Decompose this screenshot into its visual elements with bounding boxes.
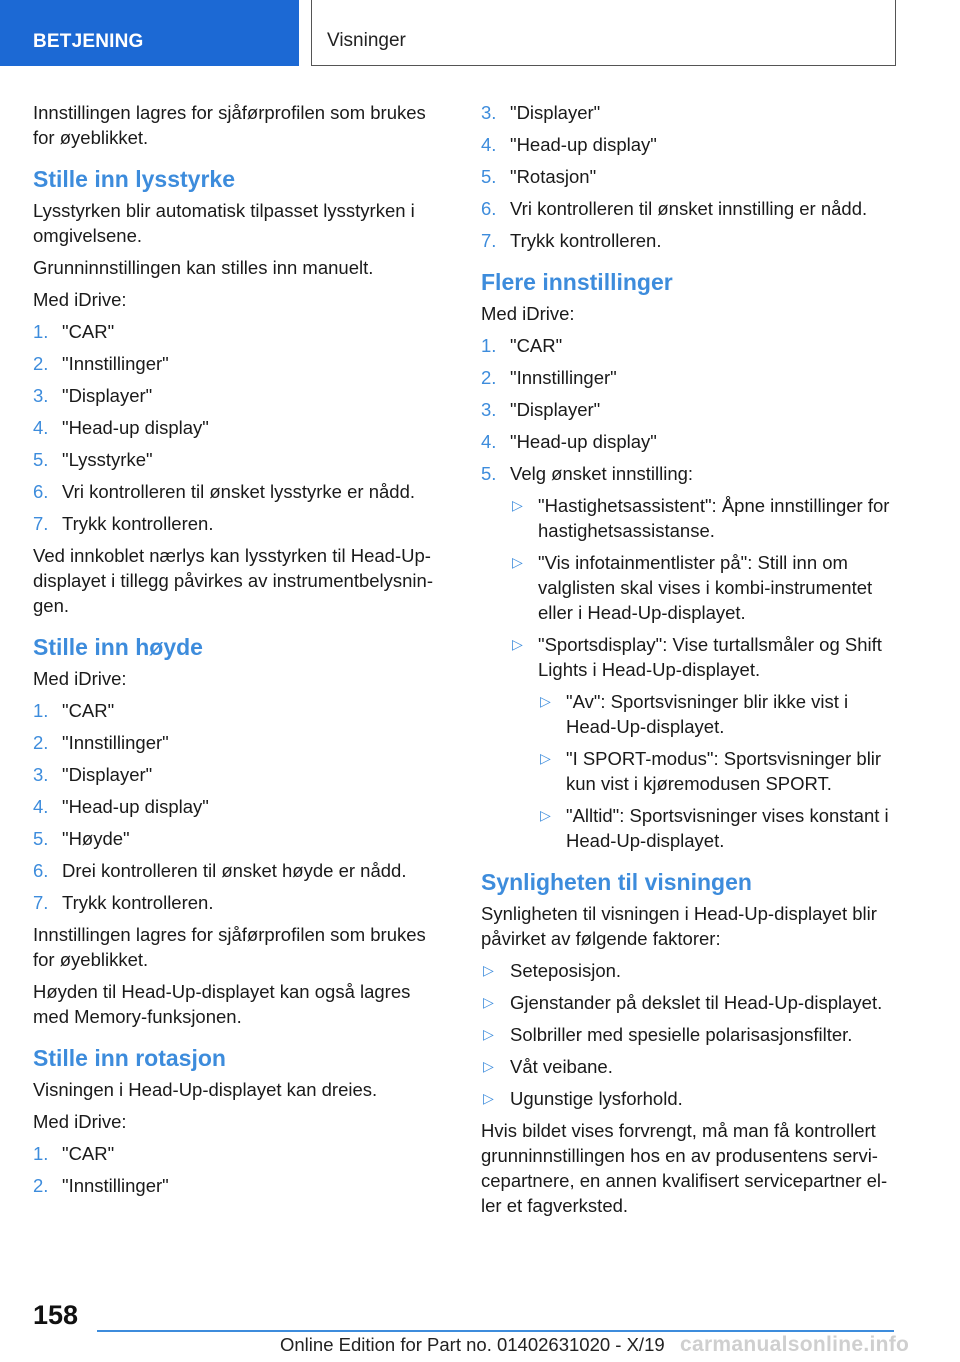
option-text: "Av": Sportsvisninger blir ikke vist i Head-Up-displayet.: [566, 691, 849, 737]
list-item: [33, 447, 447, 472]
list-item: [481, 1086, 895, 1111]
page-number: 158: [33, 1300, 79, 1330]
sports-sub-list: [538, 689, 895, 853]
step-number: 6.: [33, 860, 49, 881]
step-number: 7.: [481, 230, 497, 251]
list-item: [481, 397, 895, 422]
list-item: [481, 429, 895, 454]
list-item: [481, 333, 895, 358]
list-item: [481, 958, 895, 983]
list-item: [33, 762, 447, 787]
list-item: [33, 730, 447, 755]
step-number: 5.: [33, 449, 49, 470]
list-item: [33, 890, 447, 915]
step-number: 5.: [481, 463, 497, 484]
heading-rotation: Stille inn rotasjon: [33, 1045, 226, 1071]
rotation-steps: [33, 1141, 447, 1198]
paragraph: Ved innkoblet nærlys kan lysstyrken til Head-Up-displayet i tillegg påvirkes av instrumentbelysnin-gen.: [33, 545, 433, 616]
footer-divider: [97, 1330, 894, 1332]
list-item: [33, 1173, 447, 1198]
step-number: 3.: [481, 102, 497, 123]
list-item: [481, 990, 895, 1015]
list-item: [33, 319, 447, 344]
step-number: 7.: [33, 892, 49, 913]
step-number: 3.: [481, 399, 497, 420]
paragraph: Med iDrive:: [33, 289, 127, 310]
step-number: 2.: [33, 732, 49, 753]
step-number: 1.: [481, 335, 497, 356]
step-text: "Innstillinger": [62, 353, 169, 374]
list-item: [481, 100, 895, 125]
option-text: "Vis infotainmentlister på": Still inn om valglisten skal vises i kombi-instrumentet eller i Head-Up-displayet.: [538, 552, 873, 623]
triangle-right-icon: ▷: [483, 1026, 494, 1042]
paragraph: Synligheten til visningen i Head-Up-displayet blir påvirket av følgende faktorer:: [481, 903, 877, 949]
list-item: [538, 746, 895, 796]
triangle-right-icon: ▷: [540, 750, 551, 766]
paragraph: Innstillingen lagres for sjåførprofilen som brukes for øyeblikket.: [33, 924, 426, 970]
step-number: 7.: [33, 513, 49, 534]
option-text: "Hastighetsassistent": Åpne innstillinger for hastighetsassistanse.: [538, 495, 890, 541]
step-number: 1.: [33, 700, 49, 721]
list-item: [481, 196, 895, 221]
triangle-right-icon: ▷: [512, 636, 523, 652]
list-item: [510, 632, 895, 853]
factor-text: Gjenstander på dekslet til Head-Up-displayet.: [510, 992, 883, 1013]
step-text: "CAR": [62, 700, 115, 721]
step-text: "Lysstyrke": [62, 449, 153, 470]
step-text: Trykk kontrolleren.: [62, 513, 214, 534]
header-title-box: [311, 0, 896, 66]
heading-height: Stille inn høyde: [33, 634, 203, 660]
list-item: [33, 794, 447, 819]
section-tab: BETJENING: [0, 0, 299, 66]
step-number: 5.: [33, 828, 49, 849]
paragraph: Hvis bildet vises forvrengt, må man få kontrollert grunninnstillingen hos en av produsentens servi-cepartnere, en annen kvalifisert servicepartner el-ler et fagverksted.: [481, 1120, 888, 1216]
page-header: [0, 0, 960, 66]
triangle-right-icon: ▷: [512, 554, 523, 570]
more-settings-steps: [481, 333, 895, 853]
factor-text: Ugunstige lysforhold.: [510, 1088, 683, 1109]
step-text: "Head-up display": [62, 796, 209, 817]
heading-brightness: Stille inn lysstyrke: [33, 166, 235, 192]
rotation-steps-continued: [481, 100, 895, 253]
paragraph: Høyden til Head-Up-displayet kan også lagres med Memory-funksjonen.: [33, 981, 411, 1027]
step-text: "Innstillinger": [62, 1175, 169, 1196]
brightness-steps: [33, 319, 447, 536]
list-item: [481, 365, 895, 390]
triangle-right-icon: ▷: [483, 1058, 494, 1074]
list-item: [481, 1054, 895, 1079]
factor-text: Seteposisjon.: [510, 960, 622, 981]
step-text: Vri kontrolleren til ønsket innstilling er nådd.: [510, 198, 868, 219]
list-item: [481, 228, 895, 253]
step-number: 2.: [33, 353, 49, 374]
intro-paragraph: Innstillingen lagres for sjåførprofilen som brukes for øyeblikket.: [33, 102, 426, 148]
triangle-right-icon: ▷: [483, 994, 494, 1010]
list-item: [33, 383, 447, 408]
list-item: [33, 698, 447, 723]
edition-text: Online Edition for Part no. 01402631020 - X/19: [280, 1334, 665, 1355]
list-item: [510, 550, 895, 625]
option-text: "Alltid": Sportsvisninger vises konstant i Head-Up-displayet.: [566, 805, 889, 851]
step-number: 2.: [33, 1175, 49, 1196]
factor-text: Våt veibane.: [510, 1056, 613, 1077]
list-item: [481, 461, 895, 853]
step-text: Drei kontrolleren til ønsket høyde er nådd.: [62, 860, 407, 881]
step-text: "CAR": [62, 321, 115, 342]
triangle-right-icon: ▷: [540, 693, 551, 709]
option-list: [510, 493, 895, 853]
heading-visibility: Synligheten til visningen: [481, 869, 752, 895]
step-text: Velg ønsket innstilling:: [510, 463, 694, 484]
list-item: [538, 689, 895, 739]
list-item: [481, 1022, 895, 1047]
step-number: 4.: [481, 134, 497, 155]
paragraph: Lysstyrken blir automatisk tilpasset lysstyrken i omgivelsene.: [33, 200, 415, 246]
chapter-title: Visninger: [327, 30, 406, 51]
step-number: 3.: [33, 764, 49, 785]
step-number: 4.: [33, 417, 49, 438]
heading-more-settings: Flere innstillinger: [481, 269, 673, 295]
step-number: 6.: [33, 481, 49, 502]
list-item: [510, 493, 895, 543]
list-item: [33, 351, 447, 376]
step-text: "Head-up display": [510, 431, 657, 452]
list-item: [481, 164, 895, 189]
step-number: 3.: [33, 385, 49, 406]
watermark-text: carmanualsonline.info: [680, 1333, 910, 1356]
visibility-factors: [481, 958, 895, 1111]
list-item: [481, 132, 895, 157]
list-item: [33, 479, 447, 504]
list-item: [33, 826, 447, 851]
triangle-right-icon: ▷: [512, 497, 523, 513]
factor-text: Solbriller med spesielle polarisasjonsfilter.: [510, 1024, 853, 1045]
option-text: "I SPORT-modus": Sportsvisninger blir kun vist i kjøremodusen SPORT.: [566, 748, 882, 794]
right-column: [481, 100, 895, 1225]
step-number: 6.: [481, 198, 497, 219]
step-text: "Displayer": [510, 102, 601, 123]
step-number: 2.: [481, 367, 497, 388]
step-text: "CAR": [62, 1143, 115, 1164]
paragraph: Med iDrive:: [33, 1111, 127, 1132]
step-text: "Displayer": [62, 385, 153, 406]
list-item: [33, 858, 447, 883]
step-text: "Displayer": [510, 399, 601, 420]
step-number: 5.: [481, 166, 497, 187]
paragraph: Med iDrive:: [481, 303, 575, 324]
step-text: "Head-up display": [62, 417, 209, 438]
height-steps: [33, 698, 447, 915]
triangle-right-icon: ▷: [483, 962, 494, 978]
triangle-right-icon: ▷: [540, 807, 551, 823]
step-text: Trykk kontrolleren.: [62, 892, 214, 913]
list-item: [33, 511, 447, 536]
step-number: 4.: [481, 431, 497, 452]
step-number: 1.: [33, 1143, 49, 1164]
list-item: [33, 415, 447, 440]
triangle-right-icon: ▷: [483, 1090, 494, 1106]
list-item: [538, 803, 895, 853]
step-text: Trykk kontrolleren.: [510, 230, 662, 251]
step-text: "Innstillinger": [510, 367, 617, 388]
step-text: "Displayer": [62, 764, 153, 785]
step-text: "Høyde": [62, 828, 130, 849]
step-text: "Head-up display": [510, 134, 657, 155]
step-text: "Innstillinger": [62, 732, 169, 753]
list-item: [33, 1141, 447, 1166]
left-column: [33, 100, 447, 1205]
step-number: 4.: [33, 796, 49, 817]
paragraph: Visningen i Head-Up-displayet kan dreies.: [33, 1079, 378, 1100]
paragraph: Med iDrive:: [33, 668, 127, 689]
step-text: Vri kontrolleren til ønsket lysstyrke er nådd.: [62, 481, 415, 502]
step-number: 1.: [33, 321, 49, 342]
step-text: "CAR": [510, 335, 563, 356]
step-text: "Rotasjon": [510, 166, 597, 187]
option-text: "Sportsdisplay": Vise turtallsmåler og Shift Lights i Head-Up-displayet.: [538, 634, 882, 680]
paragraph: Grunninnstillingen kan stilles inn manuelt.: [33, 257, 374, 278]
